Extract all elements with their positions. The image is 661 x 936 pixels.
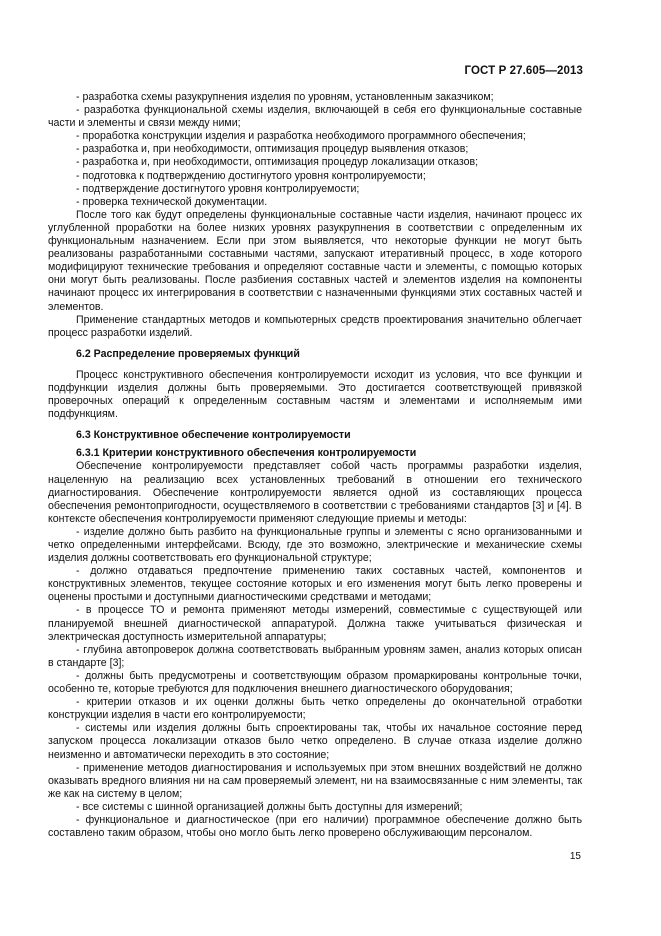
paragraph: Применение стандартных методов и компьютерных средств проектирования значительно облегчает процесс разработки изделий. xyxy=(48,313,582,339)
list-item: - все системы с шинной организацией должны быть доступны для измерений; xyxy=(76,800,463,813)
list-item: - функциональное и диагностическое (при его наличии) программное обеспечение должно быть составлено таким образом, чтобы оно могло быть легко проверено обслуживающим персоналом. xyxy=(48,813,582,840)
list-item: - проработка конструкции изделия и разработка необходимого программного обеспечения; xyxy=(76,130,526,143)
page-number: 15 xyxy=(569,851,581,862)
list-item: - разработка схемы разукрупнения изделия по уровням, установленным заказчиком; xyxy=(76,91,494,103)
list-item: - применение методов диагностирования и используемых при этом внешних воздействий не должно оказывать вредного влияния ни на сам проверяемый элемент, ни на взаимосвязанные с ним элементы, так же как на систему в целом; xyxy=(48,761,582,800)
list-item: - разработка и, при необходимости, оптимизация процедур выявления отказов; xyxy=(76,143,469,156)
page-content xyxy=(48,91,582,840)
section-heading-6-2: 6.2 Распределение проверяемых функций xyxy=(76,347,300,360)
list-item: - должны быть предусмотрены и соответствующим образом промаркированы контрольные точки, особенно те, которые требуются для подключения внешнего диагностического оборудования; xyxy=(48,669,582,696)
paragraph: Обеспечение контролируемости представляет собой часть программы разработки изделия, нацеленную на реализацию всех установленных требований в отношении его технического диагностирования. Обеспечение контролируемости является одной из составляющих процесса обеспечения ремонтопригодности, осуществляемого в соответствии с требованиями стандартов [3] и [4]. В контексте обеспечения контролируемости применяют следующие приемы и методы: xyxy=(48,460,582,525)
list-item: - глубина автопроверок должна соответствовать выбранным уровням замен, анализ которых описан в стандарте [3]; xyxy=(48,643,582,669)
list-item: - подготовка к подтверждению достигнутого уровня контролируемости; xyxy=(76,169,426,182)
list-item: - должно отдаваться предпочтение применению таких составных частей, компонентов и конструктивных элементов, текущее состояние которых и его изменения могут быть легко проверены и оценены простыми и доступными диагностическими средствами и методами; xyxy=(48,565,582,604)
list-item: - критерии отказов и их оценки должны быть четко определены до окончательной отработки конструкции изделия в части его контролируемости; xyxy=(48,696,582,722)
subsection-heading-6-3-1: 6.3.1 Критерии конструктивного обеспечения контролируемости xyxy=(76,447,417,460)
list-item: - разработка функциональной схемы изделия, включающей в себя его функциональные составные части и элементы и связи между ними; xyxy=(48,104,582,130)
paragraph: После того как будут определены функциональные составные части изделия, начинают процесс их углубленной проработки на более низких уровнях разукрупнения в соответствии с определенным их функциональным назначением. Если при этом выявляется, что некоторые функции не могут быть реализованы разработанными составными частями, запускают итеративный процесс, в ходе которого модифицируют технические требования и определяют составные части и элементы, с помощью которых они могут быть реализованы. После разбиения составных частей и элементов изделия на компоненты начинают процесс их интегрирования в соответствии с назначенными функциями этих составных частей и элементов. xyxy=(48,208,582,313)
list-item: - изделие должно быть разбито на функциональные группы и элементы с ясно организованными и четко определенными интерфейсами. Всюду, где это возможно, электрические и механические схемы изделия должны соответствовать его функциональной структуре; xyxy=(48,525,582,565)
document-id-header: ГОСТ Р 27.605—2013 xyxy=(464,65,583,77)
list-item: - системы или изделия должны быть спроектированы так, чтобы их начальное состояние перед запуском процесса локализации отказов было четко определено. В случае отказа изделие должно неизменно и автоматически переходить в это состояние; xyxy=(48,722,582,761)
list-item: - в процессе ТО и ремонта применяют методы измерений, совместимые с существующей или планируемой внешней диагностической аппаратурой. Должна также учитываться физическая и электрическая доступность измерительной аппаратуры; xyxy=(48,604,582,643)
list-item: - проверка технической документации. xyxy=(76,195,268,208)
list-item: - разработка и, при необходимости, оптимизация процедур локализации отказов; xyxy=(76,156,479,169)
list-item: - подтверждение достигнутого уровня контролируемости; xyxy=(76,182,360,195)
section-heading-6-3: 6.3 Конструктивное обеспечение контролируемости xyxy=(76,429,351,442)
paragraph: Процесс конструктивного обеспечения контролируемости исходит из условия, что все функции и подфункции изделия должны быть проверяемыми. Это достигается соответствующей привязкой проверочных операций к определенным составным частям и элементами и исполняемым ими подфункциям. xyxy=(48,368,582,421)
